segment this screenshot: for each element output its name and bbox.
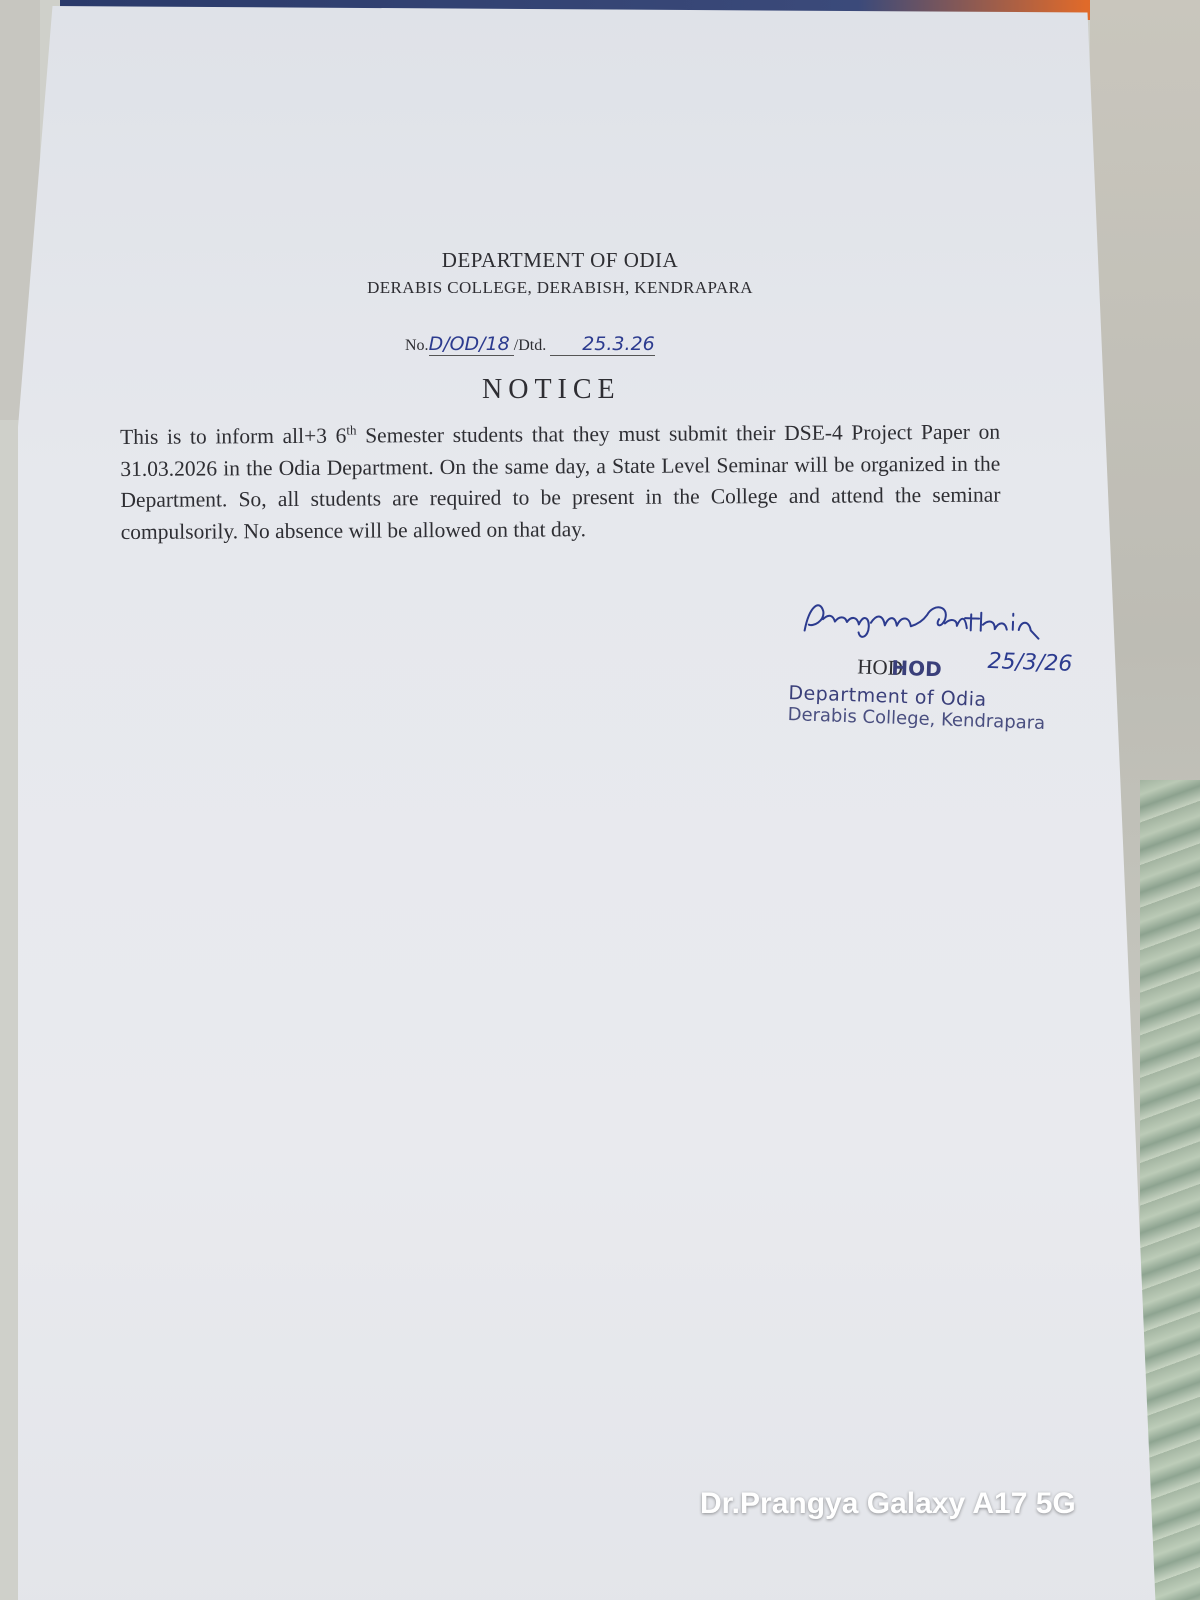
notice-body <box>120 417 1001 548</box>
signature-date: 25/3/26 <box>987 648 1073 677</box>
notice-body-part1: This is to inform all+3 6 <box>120 423 347 449</box>
reference-dtd-value: 25.3.26 <box>582 333 655 355</box>
signature-typed-designation: HOD <box>856 654 904 680</box>
reference-no-value: D/OD/18 <box>428 333 510 355</box>
reference-dtd-label: /Dtd. <box>513 337 547 354</box>
department-title: DEPARTMENT OF ODIA <box>441 248 679 272</box>
camera-watermark: Dr.Prangya Galaxy A17 5G <box>700 1487 1076 1520</box>
reference-no-label: No. <box>405 337 429 354</box>
stamp-department: Department of Odia <box>788 682 987 711</box>
notice-body-part2: Semester students that they must submit their DSE-4 Project Paper on 31.03.2026 in the Odia Department. On the same day, a State Level Seminar will be organized in the Department. So, all students are required to be present in the College and attend the seminar compulsorily. No absence will be allowed on that day. <box>120 419 1001 544</box>
college-name: DERABIS COLLEGE, DERABISH, KENDRAPARA <box>367 278 753 297</box>
notice-body-superscript: th <box>346 422 357 438</box>
stamp-college: Derabis College, Kendrapara <box>787 704 1046 734</box>
reference-dtd-blank <box>550 333 655 356</box>
signature-block <box>784 590 1090 770</box>
reference-no-blank <box>429 333 514 356</box>
notice-paper <box>18 6 1168 1600</box>
stamp-designation: HOD <box>890 655 943 682</box>
handwritten-signature <box>798 590 1070 659</box>
reference-line <box>405 333 655 356</box>
notice-heading: NOTICE <box>482 374 621 405</box>
